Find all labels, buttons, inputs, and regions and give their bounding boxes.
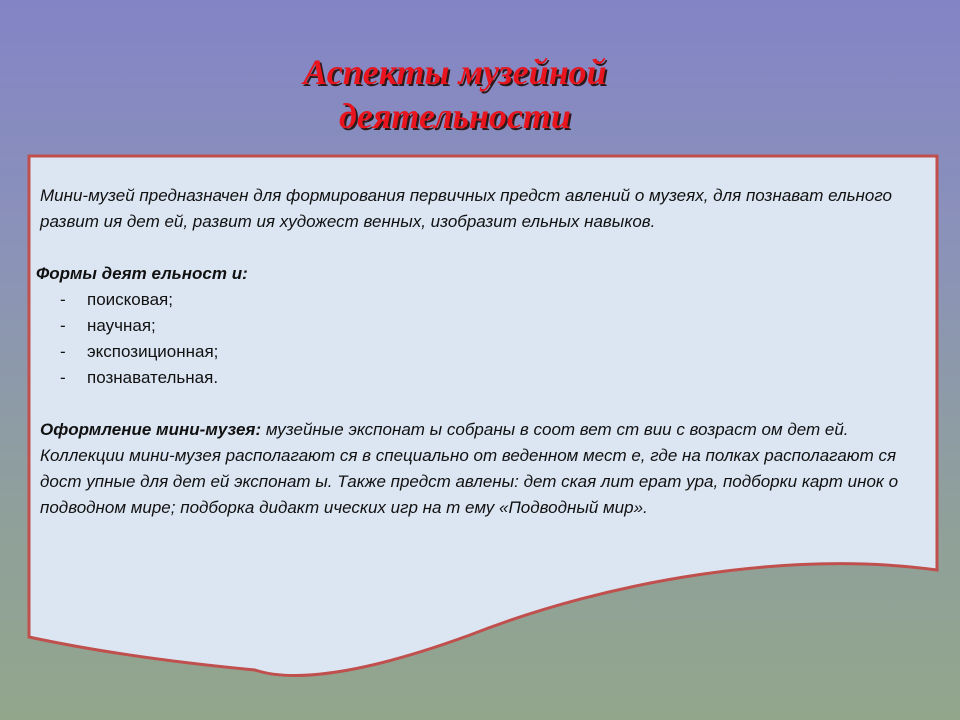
list-item-text: научная; <box>87 316 156 335</box>
design-paragraph <box>40 417 930 521</box>
forms-list <box>40 287 930 391</box>
bullet-dash: - <box>60 316 66 335</box>
bullet-dash: - <box>60 290 66 309</box>
list-item <box>40 313 930 339</box>
bullet-dash: - <box>60 368 66 387</box>
list-item-text: познавательная. <box>87 368 219 387</box>
list-item-text: поисковая; <box>87 290 173 309</box>
design-text: музейные экспонат ы собраны в соот вет ст вии с возраст ом дет ей. Коллекции мини-музея располагают ся в специально от веденном мест е, где на полках располагают ся дост упные для дет ей экспонат ы. Также предст авлены: дет ская лит ерат ура, подборки карт инок о подводном мире; подборка дидакт ических игр на т ему «Подводный мир». <box>40 420 899 517</box>
bullet-dash: - <box>60 342 66 361</box>
design-label: Оформление мини-музея: <box>40 420 262 439</box>
title-line-2: деятельности <box>339 96 571 136</box>
forms-heading: Формы деят ельност и: <box>36 264 248 283</box>
content-card <box>36 183 930 521</box>
list-item <box>40 287 930 313</box>
intro-paragraph: Мини-музей предназначен для формирования первичных предст авлений о музеях, для познават ельного развит ия дет ей, развит ия художест венных, изобразит ельных навыков. <box>40 186 892 231</box>
list-item-text: экспозиционная; <box>87 342 219 361</box>
title-line-1: Аспекты музейной <box>303 52 607 92</box>
list-item <box>40 365 930 391</box>
list-item <box>40 339 930 365</box>
